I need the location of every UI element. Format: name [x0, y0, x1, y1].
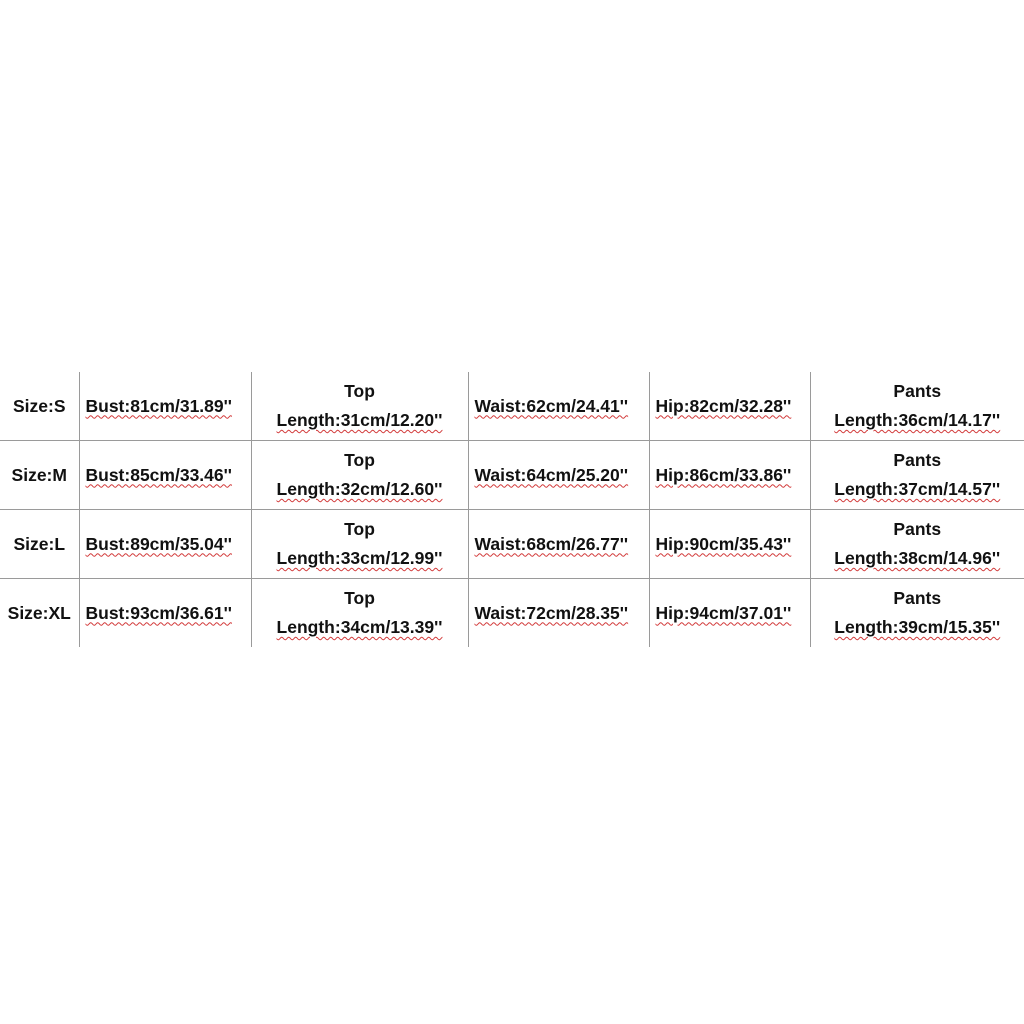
top-title: Top — [344, 450, 375, 470]
hip-measurement: Hip:90cm/35.43'' — [649, 510, 810, 579]
bust-measurement: Bust:85cm/33.46'' — [79, 441, 251, 510]
pants-title: Pants — [893, 519, 942, 539]
waist-measurement: Waist:72cm/28.35'' — [468, 579, 649, 648]
waist-measurement: Waist:62cm/24.41'' — [468, 372, 649, 441]
pants-length-measurement — [810, 510, 1024, 579]
bust-measurement: Bust:93cm/36.61'' — [79, 579, 251, 648]
size-row-xl — [0, 579, 1024, 648]
size-row-l — [0, 510, 1024, 579]
hip-measurement: Hip:94cm/37.01'' — [649, 579, 810, 648]
size-label: Size:M — [0, 441, 79, 510]
pants-length-measurement — [810, 372, 1024, 441]
size-label: Size:L — [0, 510, 79, 579]
top-length-measurement — [251, 441, 468, 510]
pants-length-measurement — [810, 579, 1024, 648]
waist-measurement: Waist:64cm/25.20'' — [468, 441, 649, 510]
top-length-value: Length:32cm/12.60'' — [276, 479, 443, 499]
bust-measurement: Bust:81cm/31.89'' — [79, 372, 251, 441]
pants-title: Pants — [893, 450, 942, 470]
waist-measurement: Waist:68cm/26.77'' — [468, 510, 649, 579]
top-length-value: Length:34cm/13.39'' — [276, 617, 443, 637]
top-title: Top — [344, 588, 375, 608]
size-chart-table — [0, 372, 1024, 647]
top-title: Top — [344, 381, 375, 401]
top-length-value: Length:31cm/12.20'' — [276, 410, 443, 430]
size-row-s — [0, 372, 1024, 441]
pants-length-value: Length:36cm/14.17'' — [834, 410, 1001, 430]
pants-title: Pants — [893, 381, 942, 401]
pants-length-measurement — [810, 441, 1024, 510]
size-row-m — [0, 441, 1024, 510]
top-length-value: Length:33cm/12.99'' — [276, 548, 443, 568]
top-length-measurement — [251, 510, 468, 579]
hip-measurement: Hip:86cm/33.86'' — [649, 441, 810, 510]
pants-length-value: Length:37cm/14.57'' — [834, 479, 1001, 499]
top-title: Top — [344, 519, 375, 539]
size-label: Size:XL — [7, 602, 71, 623]
pants-length-value: Length:38cm/14.96'' — [834, 548, 1001, 568]
top-length-measurement — [251, 579, 468, 648]
pants-title: Pants — [893, 588, 942, 608]
bust-measurement: Bust:89cm/35.04'' — [79, 510, 251, 579]
hip-measurement: Hip:82cm/32.28'' — [649, 372, 810, 441]
size-label: Size:S — [0, 372, 79, 441]
top-length-measurement — [251, 372, 468, 441]
pants-length-value: Length:39cm/15.35'' — [834, 617, 1001, 637]
